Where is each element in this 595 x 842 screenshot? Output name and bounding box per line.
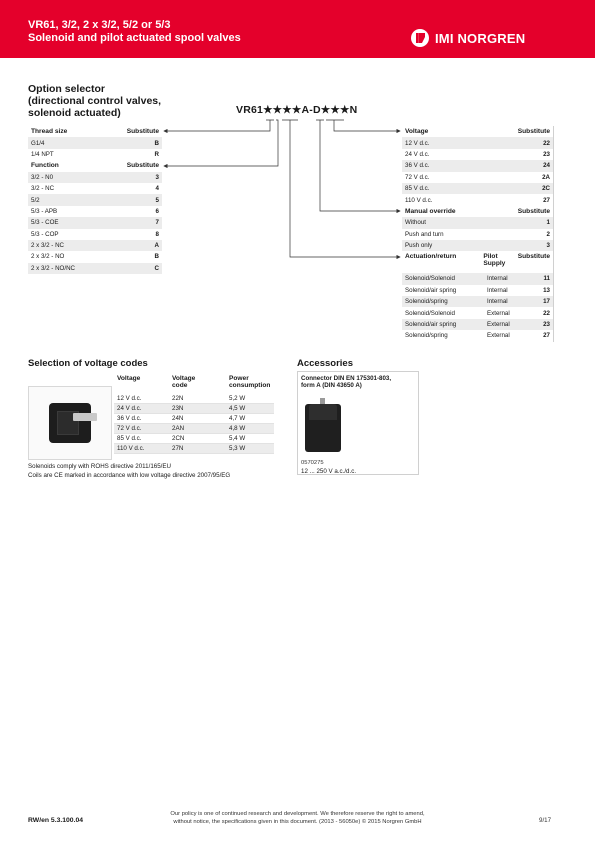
table-row	[402, 183, 553, 194]
table-row	[402, 273, 553, 284]
actuation-header	[402, 251, 553, 273]
option-label: Solenoid/spring	[405, 298, 448, 306]
voltage-cell: 36 V d.c.	[117, 415, 142, 422]
voltage-label: Voltage	[405, 128, 429, 136]
substitute-label: Substitute	[517, 128, 550, 136]
option-label: 5/2	[31, 196, 40, 204]
table-row	[402, 160, 553, 171]
voltage-header	[402, 126, 553, 137]
table-row	[114, 444, 274, 454]
table-row	[402, 319, 553, 330]
option-value: 6	[155, 207, 159, 215]
option-value: 27	[543, 196, 550, 204]
table-row	[114, 394, 274, 404]
table-row	[28, 251, 162, 262]
norgren-logo-icon	[411, 29, 429, 47]
power-cell: 4,5 W	[229, 405, 246, 412]
code-cell: 23N	[172, 405, 184, 412]
option-selector-title-line-2: (directional control valves,	[28, 95, 162, 107]
code-cell: 22N	[172, 395, 184, 402]
option-label: 36 V d.c.	[405, 162, 430, 170]
option-value: 27	[543, 332, 550, 340]
option-label: Solenoid/air spring	[405, 321, 457, 329]
table-row	[114, 424, 274, 434]
power-cell: 5,2 W	[229, 395, 246, 402]
option-value: 5	[155, 196, 159, 204]
coil-connector-icon	[73, 413, 97, 421]
option-label: 3/2 - N0	[31, 173, 54, 181]
document-title	[28, 19, 241, 45]
option-label: Solenoid/Solenoid	[405, 275, 455, 283]
table-row	[28, 263, 162, 274]
option-label: 110 V d.c.	[405, 196, 433, 204]
code-cell: 24N	[172, 415, 184, 422]
option-value: 2	[546, 230, 550, 238]
voltage-code-header-line-2: code	[172, 382, 188, 389]
option-value: 22	[543, 309, 550, 317]
option-value: 3	[546, 242, 550, 250]
substitute-label: Substitute	[517, 207, 550, 215]
table-row	[402, 229, 553, 240]
accessory-title-line-1: Connector DIN EN 175301-803,	[301, 375, 392, 382]
logo-text: IMI NORGREN	[435, 30, 526, 46]
model-code: VR61★★★★A-D★★★N	[236, 104, 358, 116]
voltage-column-header: Voltage	[117, 375, 141, 382]
title-line-2: Solenoid and pilot actuated spool valves	[28, 32, 241, 44]
table-row	[402, 296, 553, 307]
table-row	[402, 240, 553, 251]
option-label: 3/2 - NC	[31, 185, 55, 193]
option-label: Push and turn	[405, 230, 444, 238]
code-cell: 2CN	[172, 435, 185, 442]
table-row	[402, 172, 553, 183]
voltage-override-actuation-table	[402, 126, 554, 342]
option-value: 23	[543, 321, 550, 329]
option-value: B	[154, 253, 159, 261]
option-value: 23	[543, 150, 550, 158]
code-cell: 2AN	[172, 425, 185, 432]
option-label: 12 V d.c.	[405, 139, 430, 147]
table-row	[28, 240, 162, 251]
voltage-cell: 72 V d.c.	[117, 425, 142, 432]
norgren-logo	[411, 26, 525, 50]
title-line-1: VR61, 3/2, 2 x 3/2, 5/2 or 5/3	[28, 19, 171, 31]
option-value: 3	[155, 173, 159, 181]
accessory-card	[297, 371, 419, 475]
pilot-value: External	[487, 321, 510, 329]
voltage-code-header-line-1: Voltage	[172, 375, 196, 382]
voltage-codes-title: Selection of voltage codes	[28, 358, 148, 369]
pilot-label: Pilot	[483, 253, 498, 261]
thread-size-label: Thread size	[31, 128, 68, 136]
power-cell: 4,7 W	[229, 415, 246, 422]
option-selector-title-line-1: Option selector	[28, 83, 106, 95]
option-label: 5/3 - COE	[31, 219, 59, 227]
option-label: 1/4 NPT	[31, 150, 54, 158]
document-reference: RW/en 5.3.100.04	[28, 817, 84, 824]
disclaimer-line-1: Our policy is one of continued research and development. We therefore reserve the right to amend,	[170, 811, 425, 817]
voltage-cell: 24 V d.c.	[117, 405, 142, 412]
table-row	[28, 229, 162, 240]
pilot-value: External	[487, 309, 510, 317]
table-row	[28, 194, 162, 205]
voltage-codes-table	[114, 372, 274, 454]
manual-override-label: Manual override	[405, 207, 456, 215]
substitute-label: Substitute	[517, 253, 550, 261]
option-label: 2 x 3/2 - NO	[31, 253, 65, 261]
function-label: Function	[31, 162, 59, 170]
option-label: 5/3 - COP	[31, 230, 59, 238]
accessory-part-code: 0570275	[301, 460, 324, 466]
table-row	[28, 206, 162, 217]
option-label: Solenoid/spring	[405, 332, 448, 340]
page-number: 9/17	[539, 817, 552, 824]
manual-override-header	[402, 206, 553, 217]
option-selector-title-line-3: solenoid actuated)	[28, 107, 121, 119]
table-row	[28, 149, 162, 160]
table-row	[114, 434, 274, 444]
table-row	[28, 137, 162, 148]
voltage-cell: 85 V d.c.	[117, 435, 142, 442]
table-row	[28, 172, 162, 183]
rohs-note: Solenoids comply with ROHS directive 2011/165/EU	[28, 463, 171, 470]
option-label: G1/4	[31, 139, 45, 147]
option-value: 4	[155, 185, 159, 193]
table-row	[114, 414, 274, 424]
table-row	[402, 194, 553, 205]
connector-top-icon	[309, 404, 337, 420]
option-label: 24 V d.c.	[405, 150, 430, 158]
option-label: Push only	[405, 242, 433, 250]
option-value: 7	[155, 219, 159, 227]
power-column-header	[229, 375, 274, 389]
actuation-label: Actuation/return	[405, 253, 457, 261]
power-cell: 5,4 W	[229, 435, 246, 442]
pilot-value: External	[487, 332, 510, 340]
option-label: 2 x 3/2 - NC	[31, 242, 65, 250]
option-value: 22	[543, 139, 550, 147]
coil-icon	[49, 403, 91, 443]
accessory-title-line-2: form A (DIN 43650 A)	[301, 382, 362, 390]
option-value: C	[154, 264, 159, 272]
voltage-cell: 12 V d.c.	[117, 395, 142, 402]
accessories-title: Accessories	[297, 358, 353, 369]
table-row	[402, 149, 553, 160]
option-label: Solenoid/air spring	[405, 286, 457, 294]
option-value: 11	[543, 275, 550, 283]
pilot-value: Internal	[487, 286, 508, 294]
power-cell: 5,3 W	[229, 445, 246, 452]
power-header-line-2: consumption	[229, 382, 271, 389]
option-selector-title	[28, 83, 161, 119]
table-row	[28, 183, 162, 194]
option-label: 5/3 - APB	[31, 207, 58, 215]
table-row	[402, 137, 553, 148]
option-value: A	[154, 242, 159, 250]
accessory-description: 12 ... 250 V a.c./d.c.	[301, 468, 357, 475]
option-label: 85 V d.c.	[405, 185, 430, 193]
footer-disclaimer	[140, 811, 455, 826]
substitute-label: Substitute	[126, 162, 159, 170]
option-label: Without	[405, 219, 426, 227]
option-value: 2A	[542, 173, 550, 181]
option-value: 1	[546, 219, 550, 227]
header-banner	[0, 0, 595, 58]
voltage-cell: 110 V d.c.	[117, 445, 145, 452]
power-cell: 4,8 W	[229, 425, 246, 432]
table-row	[402, 217, 553, 228]
connector-image	[298, 394, 418, 456]
option-value: 2C	[542, 185, 550, 193]
option-value: 17	[543, 298, 550, 306]
function-header	[28, 160, 162, 171]
option-value: 24	[543, 162, 550, 170]
power-header-line-1: Power	[229, 375, 249, 382]
option-value: B	[154, 139, 159, 147]
disclaimer-line-2: without notice, the specifications given in this document. (2013 - 56050e) © 2015 Norgren GmbH	[173, 818, 422, 825]
voltage-code-column-header	[172, 375, 229, 389]
table-row	[402, 330, 553, 341]
table-row	[28, 217, 162, 228]
option-value: 8	[155, 230, 159, 238]
pilot-value: Internal	[487, 298, 508, 306]
table-row	[402, 307, 553, 318]
option-value: R	[154, 150, 159, 158]
pilot-supply-label	[483, 253, 517, 267]
option-label: Solenoid/Solenoid	[405, 309, 455, 317]
ce-note: Coils are CE marked in accordance with low voltage directive 2007/95/EG	[28, 472, 231, 479]
substitute-label: Substitute	[126, 128, 159, 136]
table-row	[114, 404, 274, 414]
connector-icon	[305, 404, 341, 452]
pilot-value: Internal	[487, 275, 508, 283]
thread-size-header	[28, 126, 162, 137]
option-value: 13	[543, 286, 550, 294]
supply-label: Supply	[483, 260, 506, 268]
thread-function-table	[28, 126, 162, 274]
table-row	[402, 285, 553, 296]
code-cell: 27N	[172, 445, 184, 452]
accessory-title	[301, 375, 391, 390]
voltage-codes-header	[114, 372, 274, 394]
option-label: 72 V d.c.	[405, 173, 430, 181]
option-label: 2 x 3/2 - NO/NC	[31, 264, 76, 272]
solenoid-coil-image	[28, 386, 112, 460]
